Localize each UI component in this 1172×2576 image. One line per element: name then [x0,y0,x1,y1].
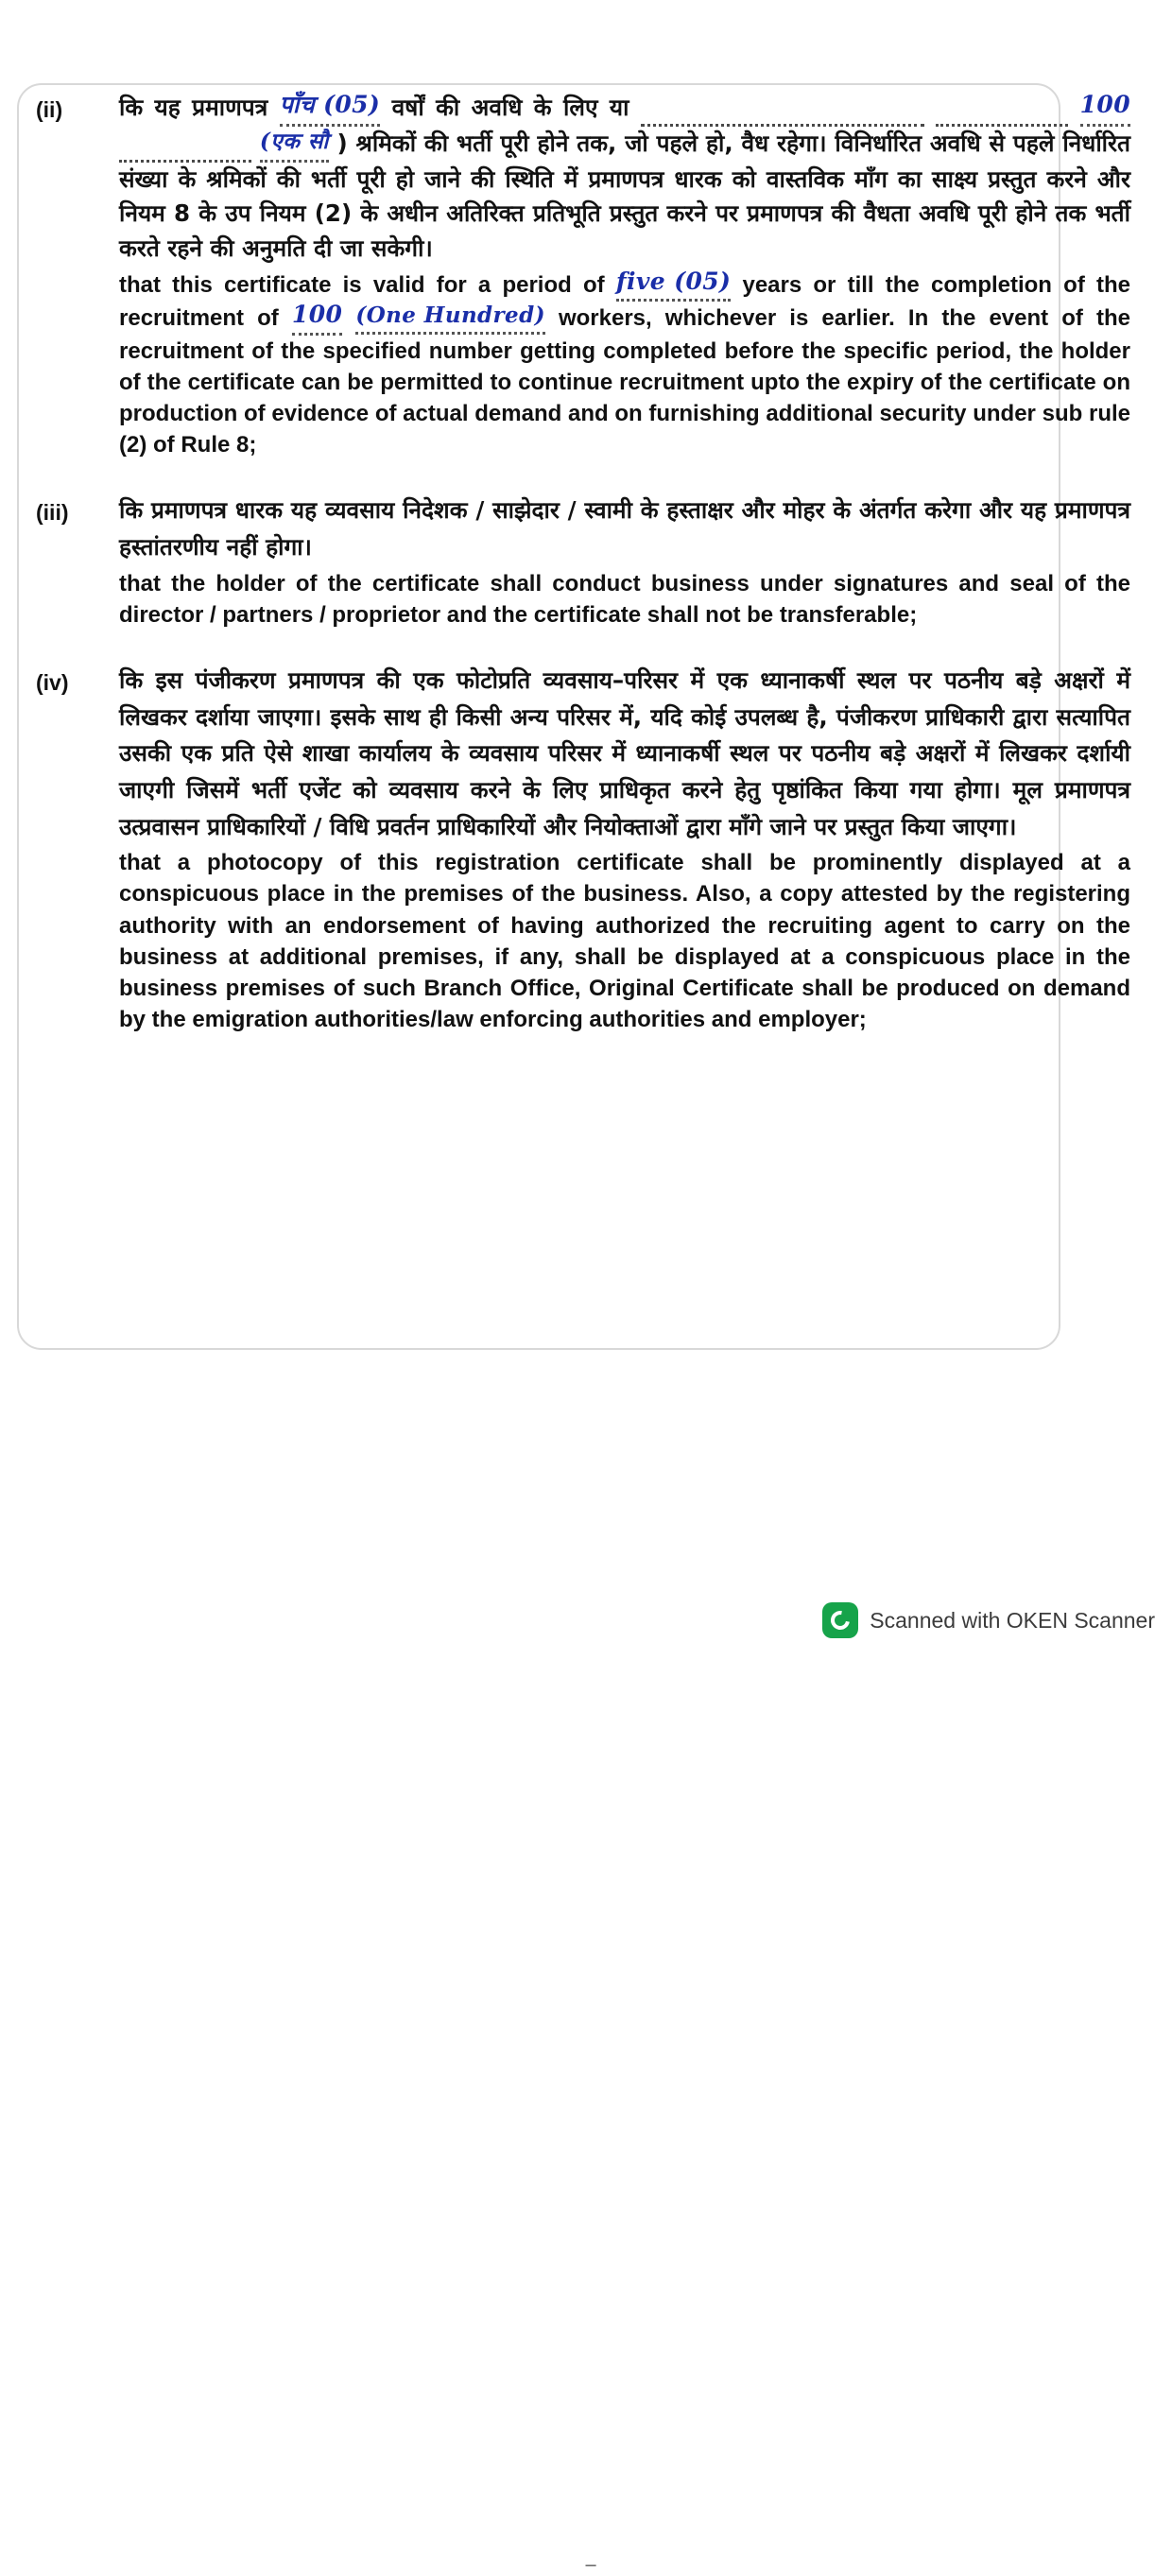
blank-dots-1 [641,101,924,126]
oken-scanner-icon [822,1602,858,1638]
clause-ii-number-blank [1080,90,1130,127]
scanner-watermark-text: Scanned with OKEN Scanner [870,1607,1155,1633]
clause-ii-years-blank [280,90,381,127]
clause-ii-number-blank-en [292,302,342,336]
clause-ii [28,90,1153,460]
handwriting-words-en: (One Hundred) [355,303,545,329]
clause-ii-english [119,268,1130,460]
blank-dots-2 [936,101,1068,126]
clause-iv [28,663,1153,1035]
scanner-watermark [822,1602,1155,1638]
handwriting-words-hi: (एक सौ [259,128,329,154]
clause-iv-hindi: कि इस पंजीकरण प्रमाणपत्र की एक फोटोप्रति व्यवसाय–परिसर में एक ध्यानाकर्षी स्थल पर पठनीय बड़े अक्षरों में लिखकर दर्शाया जाएगा। इसके साथ ही किसी अन्य परिसर में, यदि कोई उपलब्ध है, पंजीकरण प्राधिकारी द्वारा सत्यापित उसकी एक प्रति ऐसे शाखा कार्यालय के व्यवसाय परिसर में ध्यानाकर्षी स्थल पर पठनीय बड़े अक्षरों में लिखकर दर्शायी जाएगी जिसमें भर्ती एजेंट को व्यवसाय करने के लिए प्राधिकृत करने हेतु पृष्ठांकित किया गया होगा। मूल प्रमाणपत्र उत्प्रवासन प्राधिकारियों / विधि प्रवर्तन प्राधिकारियों और नियोक्ताओं द्वारा माँगे जाने पर प्रस्तुत किया जाएगा। [119,666,1130,840]
clause-ii-english-pre: that this certificate is valid for a period of [119,271,605,298]
clause-ii-english-rest: workers, whichever is earlier. In the event of the recruitment of the specified number getting completed before the specific period, the holder of the certificate can be permitted to continue recruitment upto the expiry of the certificate on production of evidence of actual demand and on furnishing additional security under sub rule (2) of Rule 8; [119,305,1131,458]
handwriting-years-en: five (05) [615,267,732,295]
clause-ii-marker: (ii) [36,97,63,122]
clause-ii-hindi-mid1: वर्षों की अवधि के लिए या [391,94,629,121]
clause-ii-words-blank-en [355,303,544,335]
clause-iv-marker: (iv) [36,669,69,695]
clause-ii-hindi-pre: कि यह प्रमाणपत्र [119,94,268,121]
clause-iv-english: that a photocopy of this registration certificate shall be prominently displayed at a conspicuous place in the premises of the business. Also, a copy attested by the registering authority with an endorsement of having authorized the recruiting agent to carry on the business at additional premises, if any, shall be displayed at a conspicuous place in the business premises of such Branch Office, Original Certificate shall be produced on demand by the emigration authorities/law enforcing authorities and employer; [119,850,1130,1032]
blank-dots-3 [119,137,251,162]
handwriting-number-en: 100 [291,301,343,329]
page-mark: – [585,2554,596,2575]
clause-ii-english-mid1: years or till the completion of the recruitment of [119,271,1131,332]
handwriting-number-hi: 100 [1079,91,1130,118]
clause-ii-hindi-mid2: ) श्रमिकों की भर्ती पूरी होने तक, जो पहले हो, वैध रहेगा। विनिर्धारित अवधि से पहले निर्धारित संख्या के श्रमिकों की भर्ती पूरी हो जाने की स्थिति में प्रमाणपत्र धारक को वास्तविक माँग का साक्ष्य प्रस्तुत करने और नियम 8 के उप नियम (2) के अधीन अतिरिक्त प्रतिभूति प्रस्तुत करने पर प्रमाणपत्र की वैधता अवधि पूरी होने तक भर्ती करते रहने की अनुमति दी जा सकेगी। [119,129,1130,262]
clause-iii-marker: (iii) [36,500,69,526]
clause-iii [28,493,1153,631]
clause-ii-words-blank [260,127,329,163]
clause-ii-hindi [119,90,1130,267]
clause-iii-english: that the holder of the certificate shall conduct business under signatures and seal of the director / partners / proprietor and the certificate shall not be transferable; [119,570,1130,628]
clause-iii-hindi: कि प्रमाणपत्र धारक यह व्यवसाय निदेशक / साझेदार / स्वामी के हस्ताक्षर और मोहर के अंतर्गत करेगा और यह प्रमाणपत्र हस्तांतरणीय नहीं होगा। [119,496,1130,561]
handwriting-years-hi: पाँच (05) [279,91,381,118]
clause-ii-years-blank-en [616,268,731,303]
